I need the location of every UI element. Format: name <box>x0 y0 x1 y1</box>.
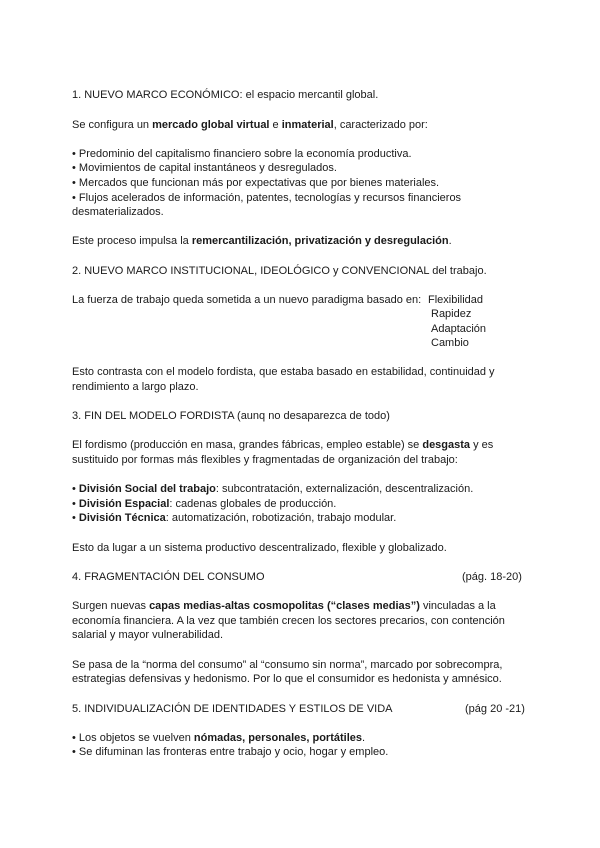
section-5-bullet: • Se difuminan las fronteras entre trabajo y ocio, hogar y empleo. <box>72 746 389 758</box>
section-3-paragraph: sustituido por formas más flexibles y fragmentadas de organización del trabajo: <box>72 454 458 466</box>
section-2-text: Esto contrasta con el modelo fordista, que estaba basado en estabilidad, continuidad y <box>72 366 495 378</box>
section-4-paragraph: estrategias defensivas y hedonismo. Por lo que el consumidor es hedonista y amnésico. <box>72 673 502 685</box>
section-3-bullet: • División Espacial: cadenas globales de producción. <box>72 498 337 510</box>
section-3-conclusion: Esto da lugar a un sistema productivo descentralizado, flexible y globalizado. <box>72 542 447 554</box>
section-1-bullet: • Mercados que funcionan más por expectativas que por bienes materiales. <box>72 177 440 189</box>
section-1-bullet: • Flujos acelerados de información, patentes, tecnologías y recursos financieros <box>72 192 462 204</box>
section-4-paragraph: Se pasa de la “norma del consumo” al “consumo sin norma”, marcado por sobrecompra, <box>72 659 503 671</box>
section-4-page-ref: (pág. 18-20) <box>462 571 522 583</box>
section-4-paragraph: Surgen nuevas capas medias-altas cosmopolitas (“clases medias”) vinculadas a la <box>72 600 496 612</box>
paradigm-item: Cambio <box>431 337 469 349</box>
section-5-bullet: • Los objetos se vuelven nómadas, personales, portátiles. <box>72 732 366 744</box>
section-3-bullet: • División Social del trabajo: subcontratación, externalización, descentralización. <box>72 483 474 495</box>
section-4-heading: 4. FRAGMENTACIÓN DEL CONSUMO <box>72 571 265 583</box>
paradigm-item: Adaptación <box>431 323 487 335</box>
section-1-conclusion: Este proceso impulsa la remercantilización, privatización y desregulación. <box>72 235 452 247</box>
section-1-bullet: • Predominio del capitalismo financiero sobre la economía productiva. <box>72 148 412 160</box>
section-4-paragraph: salarial y mayor vulnerabilidad. <box>72 629 224 641</box>
section-3-bullet: • División Técnica: automatización, robotización, trabajo modular. <box>72 512 397 524</box>
section-1-bullet: • Movimientos de capital instantáneos y desregulados. <box>72 162 337 174</box>
section-1-bullet-continuation: desmaterializados. <box>72 206 164 218</box>
section-2-text: rendimiento a largo plazo. <box>72 381 199 393</box>
section-1-intro: Se configura un mercado global virtual e inmaterial, caracterizado por: <box>72 119 428 131</box>
paradigm-item: Flexibilidad <box>428 294 484 306</box>
section-5-heading: 5. INDIVIDUALIZACIÓN DE IDENTIDADES Y ESTILOS DE VIDA <box>72 703 393 715</box>
section-3-heading: 3. FIN DEL MODELO FORDISTA (aunq no desaparezca de todo) <box>72 410 390 422</box>
section-2-heading: 2. NUEVO MARCO INSTITUCIONAL, IDEOLÓGICO y CONVENCIONAL del trabajo. <box>72 265 487 277</box>
section-2-intro: La fuerza de trabajo queda sometida a un nuevo paradigma basado en: <box>72 294 422 306</box>
section-4-paragraph: economía financiera. A la vez que también crecen los sectores precarios, con contención <box>72 615 505 627</box>
paradigm-item: Rapidez <box>431 308 472 320</box>
section-5-page-ref: (pág 20 -21) <box>465 703 525 715</box>
section-1-heading: 1. NUEVO MARCO ECONÓMICO: el espacio mercantil global. <box>72 89 379 101</box>
section-3-paragraph: El fordismo (producción en masa, grandes fábricas, empleo estable) se desgasta y es <box>72 439 494 451</box>
